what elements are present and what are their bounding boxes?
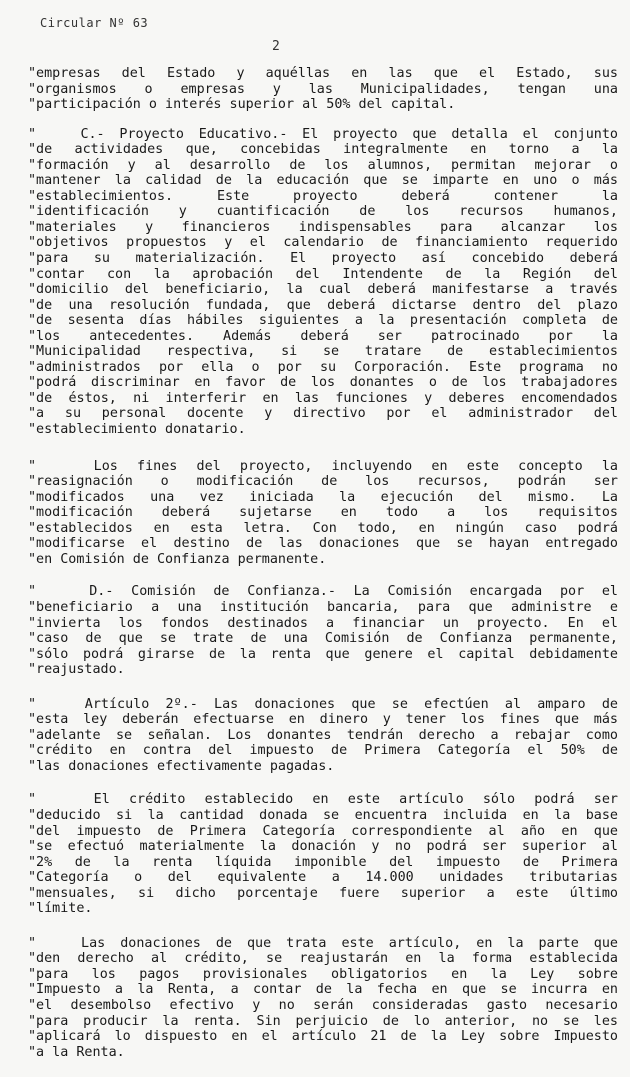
text-line: "establecimiento donatario.	[28, 422, 246, 438]
text-line: "identificación y cuantificación de los recursos humanos,	[28, 204, 618, 220]
text-line: " D.- Comisión de Confianza.- La Comisión encargada por el	[28, 584, 618, 600]
text-line: "aplicará lo dispuesto en el artículo 21 de la Ley sobre Impuesto	[28, 1029, 618, 1045]
text-line: "para producir la renta. Sin perjuicio de lo anterior, no se les	[28, 1013, 618, 1029]
text-line: " Las donaciones de que trata este artículo, en la parte que	[28, 935, 618, 951]
text-line: " Los fines del proyecto, incluyendo en este concepto la	[28, 458, 618, 474]
text-line: "modificarse el destino de las donaciones que se hayan entregado	[28, 536, 618, 552]
text-line: "modificados una vez iniciada la ejecución del mismo. La	[28, 489, 618, 505]
text-line: "crédito en contra del impuesto de Primera Categoría el 50% de	[28, 743, 618, 759]
text-line: "límite.	[28, 901, 93, 917]
text-line: "esta ley deberán efectuarse en dinero y tener los fines que más	[28, 712, 618, 728]
text-line: "los antecedentes. Además deberá ser patrocinado por la	[28, 328, 618, 344]
text-line: "2% de la renta líquida imponible del impuesto de Primera	[28, 854, 618, 870]
text-line: "contar con la aprobación del Intendente de la Región del	[28, 266, 618, 282]
paragraph-4	[28, 584, 618, 677]
text-line: "a la Renta.	[28, 1044, 125, 1060]
text-line: "establecimientos. Este proyecto deberá contener la	[28, 188, 618, 204]
text-line: "reajustado.	[28, 662, 125, 678]
text-line: "mantener la calidad de la educación que se imparte en uno o más	[28, 173, 618, 189]
text-line: "den derecho al crédito, se reajustarán en la forma establecida	[28, 951, 618, 967]
text-line: "mensuales, si dicho porcentaje fuere superior a este último	[28, 885, 618, 901]
text-line: "sólo podrá girarse de la renta que genere el capital debidamente	[28, 646, 618, 662]
text-line: "del impuesto de Primera Categoría correspondiente al año en que	[28, 823, 618, 839]
text-line: "se efectuó materialmente la donación y no podrá ser superior al	[28, 839, 618, 855]
text-line: " El crédito establecido en este artículo sólo podrá ser	[28, 792, 618, 808]
document-body	[28, 66, 618, 1077]
text-line: "Categoría o del equivalente a 14.000 unidades tributarias	[28, 870, 618, 886]
text-line: "para los pagos provisionales obligatorios en la Ley sobre	[28, 966, 618, 982]
text-line: "el desembolso efectivo y no serán consideradas gasto necesario	[28, 997, 618, 1013]
text-line: "objetivos propuestos y el calendario de financiamiento requerido	[28, 235, 618, 251]
paragraph-1	[28, 66, 618, 113]
paragraph-3	[28, 459, 618, 568]
page-number: 2	[272, 39, 280, 54]
text-line: " Artículo 2º.- Las donaciones que se efectúen al amparo de	[28, 696, 618, 712]
text-line: "administrados por ella o por su Corporación. Este programa no	[28, 359, 618, 375]
paragraph-5	[28, 697, 618, 775]
paragraph-6	[28, 792, 618, 916]
text-line: "beneficiario a una institución bancaria, para que administre e	[28, 599, 618, 615]
text-line: "formación y al desarrollo de los alumnos, permitan mejorar o	[28, 157, 618, 173]
text-line: "invierta los fondos destinados a financiar un proyecto. En el	[28, 615, 618, 631]
text-line: "adelante se señalan. Los donantes tendrán derecho a rebajar como	[28, 727, 618, 743]
text-line: "modificación deberá sujetarse en todo a los requisitos	[28, 505, 618, 521]
text-line: "Municipalidad respectiva, si se tratare de establecimientos	[28, 344, 618, 360]
text-line: "deducido si la cantidad donada se encuentra incluida en la base	[28, 807, 618, 823]
text-line: "empresas del Estado y aquéllas en las que el Estado, sus	[28, 66, 618, 81]
text-line: "reasignación o modificación de los recursos, podrán ser	[28, 474, 618, 490]
text-line: "materiales y financieros indispensables para alcanzar los	[28, 219, 618, 235]
paragraph-7	[28, 936, 618, 1060]
text-line: "de actividades que, concebidas integralmente en torno a la	[28, 142, 618, 158]
text-line: "caso de que se trate de una Comisión de Confianza permanente,	[28, 631, 618, 647]
text-line: "participación o interés superior al 50% del capital.	[28, 97, 456, 113]
text-line: " C.- Proyecto Educativo.- El proyecto que detalla el conjunto	[28, 126, 618, 142]
text-line: "las donaciones efectivamente pagadas.	[28, 758, 335, 774]
text-line: "podrá discriminar en favor de los donantes o de los trabajadores	[28, 375, 618, 391]
text-line: "a su personal docente y directivo por el administrador del	[28, 406, 618, 422]
text-line: "de una resolución fundada, que deberá dictarse dentro del plazo	[28, 297, 618, 313]
text-line: "organismos o empresas y las Municipalidades, tengan una	[28, 81, 618, 97]
text-line: "para su materialización. El proyecto así concebido deberá	[28, 251, 618, 267]
paragraph-2	[28, 127, 618, 438]
text-line: "de éstos, ni interferir en las funciones y deberes encomendados	[28, 390, 618, 406]
circular-number-header: Circular Nº 63	[40, 16, 149, 30]
text-line: "de sesenta días hábiles siguientes a la presentación completa de	[28, 313, 618, 329]
text-line: "Impuesto a la Renta, a contar de la fecha en que se incurra en	[28, 982, 618, 998]
text-line: "domicilio del beneficiario, la cual deberá manifestarse a través	[28, 282, 618, 298]
text-line: "en Comisión de Confianza permanente.	[28, 551, 327, 567]
text-line: "establecidos en esta letra. Con todo, en ningún caso podrá	[28, 520, 618, 536]
